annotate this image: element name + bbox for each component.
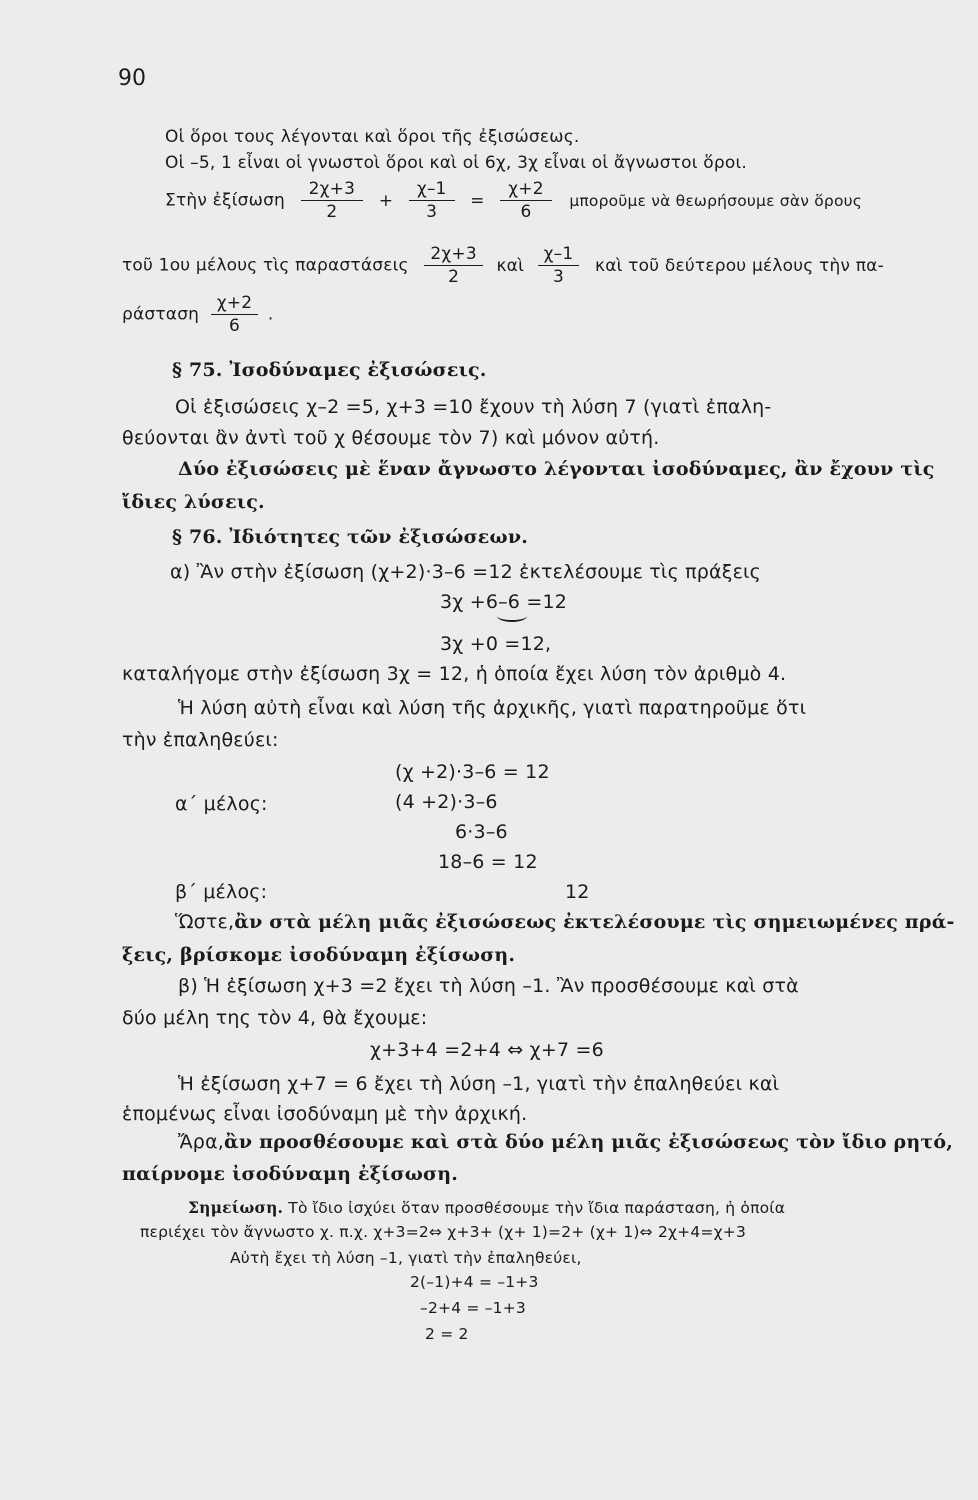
rule-line — [175, 910, 955, 934]
fraction-denominator: 3 — [553, 267, 565, 287]
text-line: τὴν ἐπαληθεύει: — [122, 729, 279, 751]
fraction — [301, 178, 364, 223]
fraction-numerator: 2χ+3 — [424, 243, 483, 266]
text-segment: τοῦ 1ου μέλους τὶς παραστάσεις — [122, 255, 409, 276]
fraction-denominator: 2 — [326, 202, 338, 222]
definition-line: Δύο ἐξισώσεις μὲ ἕναν ἄγνωστο λέγονται ἰσοδύναμες, ἂν ἔχουν τὶς — [178, 458, 935, 480]
rule-text: ξεις, βρίσκομε ἰσοδύναμη ἐξίσωση. — [122, 944, 516, 966]
math-line: –2+4 = –1+3 — [420, 1299, 526, 1317]
fraction-numerator: χ–1 — [409, 178, 455, 201]
operator: = — [470, 190, 485, 211]
member-label: α΄ μέλος: — [175, 793, 268, 815]
fraction-numerator: 2χ+3 — [301, 178, 364, 201]
underbrace — [497, 610, 527, 622]
equation-line — [122, 243, 884, 288]
rule-text: ἂν προσθέσουμε καὶ στὰ δύο μέλη μιᾶς ἐξισώσεως τὸν ἴδιο ρητό, — [224, 1131, 954, 1153]
fraction — [500, 178, 551, 223]
rule-line — [178, 1130, 953, 1154]
fraction — [211, 292, 258, 337]
math-line: 18–6 = 12 — [438, 851, 538, 873]
operator: + — [378, 190, 394, 211]
text-line: Οἱ –5, 1 εἶναι οἱ γνωστοὶ ὅροι καὶ οἱ 6χ, 3χ εἶναι οἱ ἄγνωστοι ὅροι. — [165, 153, 748, 173]
text-line: Ἡ ἐξίσωση χ+7 = 6 ἔχει τὴ λύση –1, γιατὶ τὴν ἐπαληθεύει καὶ — [178, 1073, 780, 1095]
text-segment: Τὸ ἴδιο ἰσχύει ὅταν προσθέσουμε τὴν ἴδια παράσταση, ἡ ὁποία — [288, 1199, 786, 1217]
fraction-numerator: χ+2 — [211, 292, 258, 315]
note-line: περιέχει τὸν ἄγνωστο χ. π.χ. χ+3=2⇔ χ+3+ (χ+ 1)=2+ (χ+ 1)⇔ 2χ+4=χ+3 — [140, 1223, 747, 1241]
text-line: θεύονται ἂν ἀντὶ τοῦ χ θέσουμε τὸν 7) καὶ μόνον αὐτή. — [122, 427, 660, 449]
math-line: 2(–1)+4 = –1+3 — [410, 1273, 539, 1291]
text-segment: καὶ τοῦ δεύτερου μέλους τὴν πα- — [595, 255, 884, 276]
math-line: 6·3–6 — [455, 821, 508, 843]
fraction-numerator: χ+2 — [500, 178, 551, 201]
text-line: α) Ἂν στὴν ἐξίσωση (χ+2)·3–6 =12 ἐκτελέσουμε τὶς πράξεις — [170, 561, 762, 583]
text-segment: . — [267, 304, 274, 325]
fraction — [409, 178, 455, 223]
text-line: δύο μέλη της τὸν 4, θὰ ἔχουμε: — [122, 1007, 428, 1029]
math-line: 3χ +0 =12, — [440, 633, 552, 655]
math-line: 3χ +6–6 =12 — [440, 591, 568, 613]
fraction — [424, 243, 483, 288]
fraction — [538, 243, 580, 288]
text-line: β) Ἡ ἐξίσωση χ+3 =2 ἔχει τὴ λύση –1. Ἂν προσθέσουμε καὶ στὰ — [178, 975, 799, 997]
member-label: β΄ μέλος: — [175, 881, 268, 903]
math-line: (χ +2)·3–6 = 12 — [395, 761, 550, 783]
note-line: Αὐτὴ ἔχει τὴ λύση –1, γιατὶ τὴν ἐπαληθεύει, — [230, 1249, 582, 1267]
math-line: χ+3+4 =2+4 ⇔ χ+7 =6 — [370, 1039, 604, 1061]
text-line: Οἱ ἐξισώσεις χ–2 =5, χ+3 =10 ἔχουν τὴ λύση 7 (γιατὶ ἐπαλη- — [175, 396, 772, 418]
text-line: ἑπομένως εἶναι ἰσοδύναμη μὲ τὴν ἀρχική. — [122, 1103, 528, 1125]
text-line: καταλήγομε στὴν ἐξίσωση 3χ = 12, ἡ ὁποία ἔχει λύση τὸν ἀριθμὸ 4. — [122, 663, 787, 685]
fraction-denominator: 6 — [229, 316, 241, 336]
equation-suffix: μποροῦμε νὰ θεωρήσουμε σὰν ὅρους — [569, 191, 863, 210]
fraction-denominator: 2 — [448, 267, 460, 287]
text-segment: Ἄρα, — [178, 1131, 225, 1153]
note-label: Σημείωση. — [188, 1198, 284, 1217]
fraction-denominator: 6 — [520, 202, 532, 222]
text-line: Οἱ ὅροι τους λέγονται καὶ ὅροι τῆς ἐξισώσεως. — [165, 127, 580, 147]
definition-line: ἴδιες λύσεις. — [122, 491, 265, 513]
text-line: Ἡ λύση αὐτὴ εἶναι καὶ λύση τῆς ἀρχικῆς, γιατὶ παρατηροῦμε ὅτι — [178, 697, 807, 719]
fraction-denominator: 3 — [426, 202, 438, 222]
math-line: (4 +2)·3–6 — [395, 791, 498, 813]
section-heading-75: § 75. Ἰσοδύναμες ἐξισώσεις. — [172, 359, 487, 381]
note-line — [188, 1198, 785, 1218]
rule-text: παίρνομε ἰσοδύναμη ἐξίσωση. — [122, 1163, 459, 1185]
text-segment: Ὥστε, — [175, 911, 235, 933]
equation-line — [122, 292, 273, 337]
page-number: 90 — [118, 66, 146, 91]
equation-line — [165, 178, 862, 223]
math-line: 2 = 2 — [425, 1325, 469, 1343]
rule-text: ἂν στὰ μέλη μιᾶς ἐξισώσεως ἐκτελέσουμε τὶς σημειωμένες πρά- — [234, 911, 955, 933]
section-heading-76: § 76. Ἰδιότητες τῶν ἐξισώσεων. — [172, 526, 529, 548]
math-line: 12 — [565, 881, 590, 903]
text-segment: ράσταση — [122, 304, 200, 325]
equation-prefix: Στὴν ἐξίσωση — [165, 190, 286, 211]
fraction-numerator: χ–1 — [538, 243, 580, 266]
text-segment: καὶ — [496, 255, 525, 276]
